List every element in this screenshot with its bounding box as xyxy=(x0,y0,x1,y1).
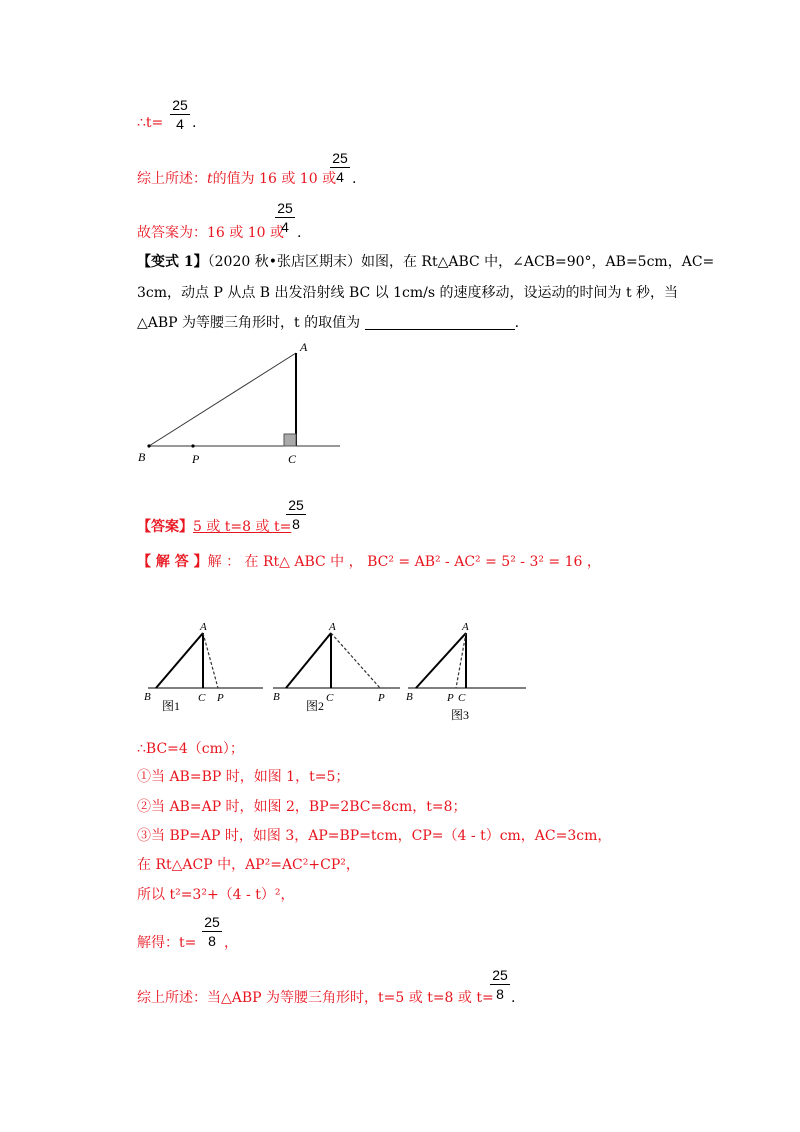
period: . xyxy=(352,171,357,187)
step-6: 解得：t= xyxy=(137,935,197,951)
point-b xyxy=(147,444,150,447)
fig2-label-b: B xyxy=(273,691,280,703)
fig3-label-p: P xyxy=(447,692,454,704)
step-5: 所以 t²=3²+（4 - t）²， xyxy=(137,887,295,903)
label-b: B xyxy=(138,450,146,464)
right-angle-mark xyxy=(284,434,296,446)
label-c: C xyxy=(288,452,297,466)
fig2-caption: 图2 xyxy=(306,699,325,713)
fig2-label-p: P xyxy=(378,692,385,704)
fraction-25-8: 25 8 xyxy=(202,914,222,949)
answer-line xyxy=(137,517,291,537)
period: . xyxy=(192,115,197,131)
fraction-25-4: 25 4 xyxy=(330,150,350,185)
fig3-caption: 图3 xyxy=(451,708,470,722)
fig3-label-b: B xyxy=(406,691,413,703)
figure-3 xyxy=(406,621,526,722)
variant-tag: 【变式 1】 xyxy=(137,254,208,270)
fig1-label-c: C xyxy=(198,692,206,704)
point-p xyxy=(191,444,194,447)
fig1-label-p: P xyxy=(217,692,224,704)
summary-line: 综上所述：t的值为 16 或 10 或 xyxy=(137,171,337,187)
fig1-caption: 图1 xyxy=(162,699,181,713)
fraction-25-4: 25 4 xyxy=(275,200,295,235)
fraction-25-8: 25 8 xyxy=(490,967,510,1002)
fig1-label-a: A xyxy=(200,621,207,633)
step-3: ③当 BP=AP 时，如图 3，AP=BP=tcm，CP=（4 - t）cm，AC=3cm， xyxy=(137,828,612,844)
answer-line-prev: 故答案为：16 或 10 或 xyxy=(137,225,284,241)
figure-1 xyxy=(144,621,263,713)
fig1-label-b: B xyxy=(144,691,151,703)
step-7: 综上所述：当△ABP 为等腰三角形时，t=5 或 t=8 或 t= xyxy=(137,990,494,1006)
answer-blank xyxy=(365,315,515,330)
fraction-25-4: 25 4 xyxy=(170,97,190,132)
step-7-end: . xyxy=(511,990,516,1006)
figures-row xyxy=(138,618,533,728)
label-a: A xyxy=(300,340,308,354)
step-6-end: ， xyxy=(224,935,238,951)
figure-2 xyxy=(273,621,400,713)
step-2: ②当 AB=AP 时，如图 2，BP=2BC=8cm，t=8； xyxy=(137,799,467,815)
fig2-label-c: C xyxy=(326,692,334,704)
solution-line: 【 解 答 】解 ： 在 Rt△ ABC 中 ， BC² = AB² - AC² = 5² - 3² = 16 ， xyxy=(137,554,601,570)
period: . xyxy=(297,225,302,241)
variant-line-1: 【变式 1】（2020 秋•张店区期末）如图，在 Rt△ABC 中，∠ACB=90°，AB=5cm，AC= xyxy=(137,254,715,270)
fig3-label-a: A xyxy=(462,621,469,633)
fig3-label-c: C xyxy=(458,692,466,704)
step-4: 在 Rt△ACP 中，AP²=AC²+CP²， xyxy=(137,857,360,873)
step-1: ①当 AB=BP 时，如图 1，t=5； xyxy=(137,769,350,785)
step-0: ∴BC=4（cm）； xyxy=(137,741,244,757)
therefore-line xyxy=(137,113,163,133)
segment-ab xyxy=(149,353,296,446)
variant-line-2: 3cm，动点 P 从点 B 出发沿射线 BC 以 1cm/s 的速度移动，设运动的时间为 t 秒，当 xyxy=(137,285,679,301)
answer-text: 5 或 t=8 或 t= xyxy=(193,519,292,535)
triangle-figure xyxy=(135,335,350,470)
therefore-t: ∴t= xyxy=(137,115,164,131)
answer-tag: 【答案】 xyxy=(137,519,193,535)
fraction-25-8: 25 8 xyxy=(286,497,306,532)
fig2-label-a: A xyxy=(329,621,336,633)
solution-tag: 【 解 答 】 xyxy=(137,554,208,570)
variant-line-3: △ABP 为等腰三角形时，t 的取值为 . xyxy=(137,315,520,331)
label-p: P xyxy=(192,452,200,466)
